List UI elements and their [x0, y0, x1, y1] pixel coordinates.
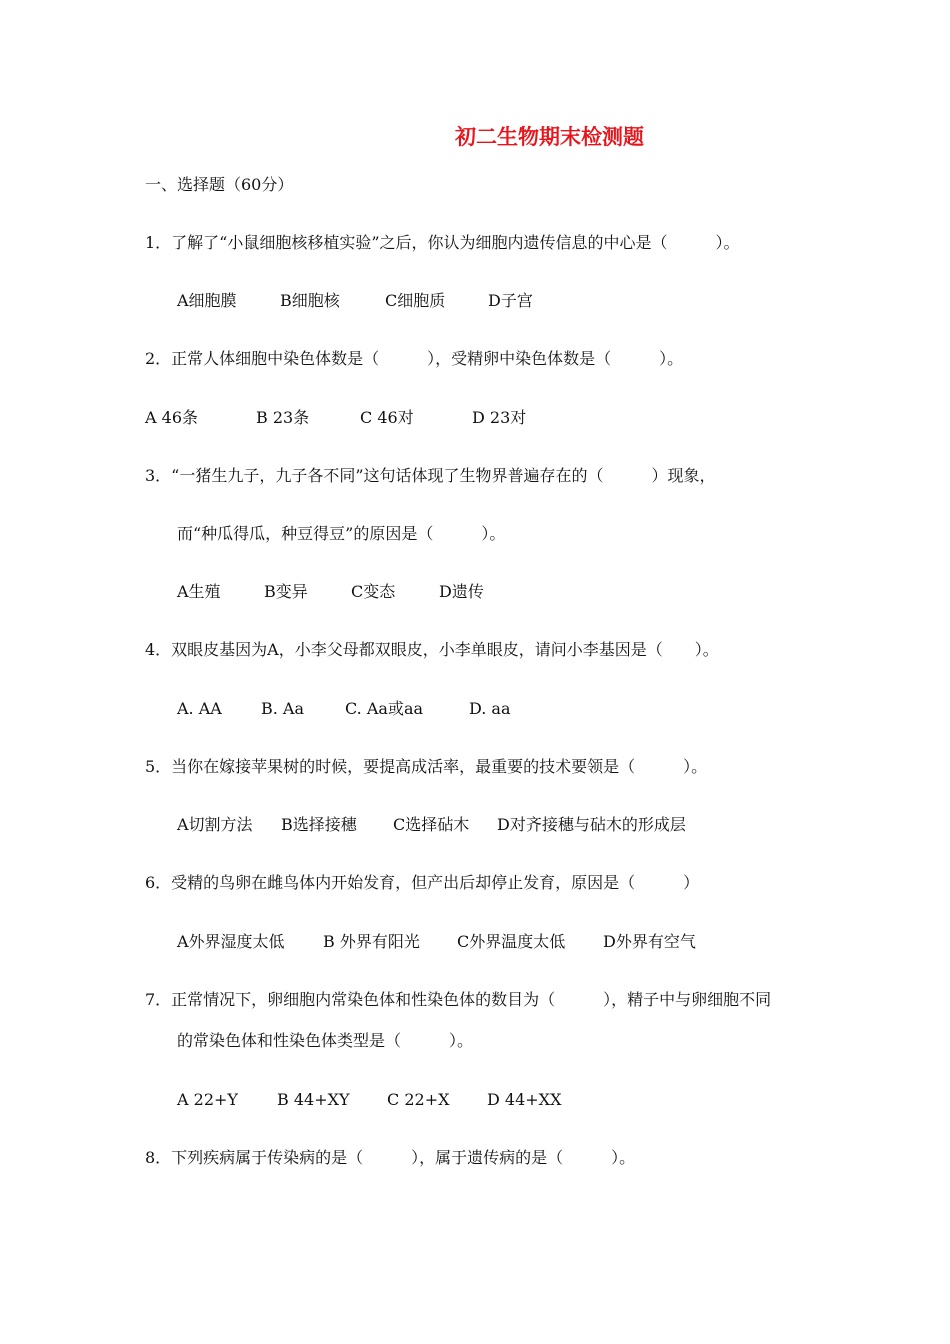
question-7-line-2: 的常染色体和性染色体类型是（ ）。: [177, 1031, 474, 1050]
q6-option-d: D外界有空气: [603, 932, 696, 951]
page-title: 初二生物期末检测题: [455, 124, 644, 149]
q4-option-a: A. AA: [177, 699, 222, 718]
q2-option-b: B 23条: [256, 408, 310, 427]
q1-option-c: C细胞质: [385, 291, 446, 310]
q7-option-b: B 44+XY: [277, 1090, 350, 1109]
q3-option-b: B变异: [264, 582, 308, 601]
q5-option-a: A切割方法: [177, 815, 253, 834]
q5-option-d: D对齐接穗与砧木的形成层: [497, 815, 686, 834]
q1-option-d: D子宫: [488, 291, 533, 310]
question-2: 2．正常人体细胞中染色体数是（ ），受精卵中染色体数是（ ）。: [145, 349, 684, 368]
q2-option-a: A 46条: [145, 408, 199, 427]
q3-option-c: C变态: [351, 582, 396, 601]
q3-option-a: A生殖: [177, 582, 221, 601]
q7-option-d: D 44+XX: [487, 1090, 562, 1109]
q1-option-a: A细胞膜: [177, 291, 237, 310]
q1-option-b: B细胞核: [280, 291, 340, 310]
q4-option-b: B. Aa: [261, 699, 305, 718]
q4-option-c: C. Aa或aa: [345, 699, 424, 718]
q7-option-a: A 22+Y: [177, 1090, 238, 1109]
q6-option-b: B 外界有阳光: [323, 932, 420, 951]
question-7-line-1: 7．正常情况下，卵细胞内常染色体和性染色体的数目为（ ），精子中与卵细胞不同: [145, 990, 772, 1009]
q3-option-d: D遗传: [439, 582, 484, 601]
question-4: 4．双眼皮基因为A，小李父母都双眼皮，小李单眼皮，请问小李基因是（ ）。: [145, 640, 719, 659]
q2-option-d: D 23对: [472, 408, 527, 427]
question-3-line-2: 而“种瓜得瓜，种豆得豆”的原因是（ ）。: [177, 524, 506, 543]
q5-option-c: C选择砧木: [393, 815, 470, 834]
question-6: 6．受精的鸟卵在雌鸟体内开始发育，但产出后却停止发育，原因是（ ）: [145, 873, 700, 892]
q7-option-c: C 22+X: [387, 1090, 450, 1109]
question-3-line-1: 3．“一猪生九子，九子各不同”这句话体现了生物界普遍存在的（ ）现象，: [145, 466, 716, 485]
q6-option-a: A外界湿度太低: [177, 932, 285, 951]
q4-option-d: D. aa: [469, 699, 511, 718]
question-1: 1．了解了“小鼠细胞核移植实验”之后，你认为细胞内遗传信息的中心是（ ）。: [145, 233, 740, 252]
q2-option-c: C 46对: [360, 408, 414, 427]
question-5: 5．当你在嫁接苹果树的时候，要提高成活率，最重要的技术要领是（ ）。: [145, 757, 708, 776]
section-heading: 一、选择题（60分）: [145, 175, 294, 194]
q5-option-b: B选择接穗: [281, 815, 357, 834]
q6-option-c: C外界温度太低: [457, 932, 566, 951]
question-8: 8．下列疾病属于传染病的是（ ），属于遗传病的是（ ）。: [145, 1148, 636, 1167]
